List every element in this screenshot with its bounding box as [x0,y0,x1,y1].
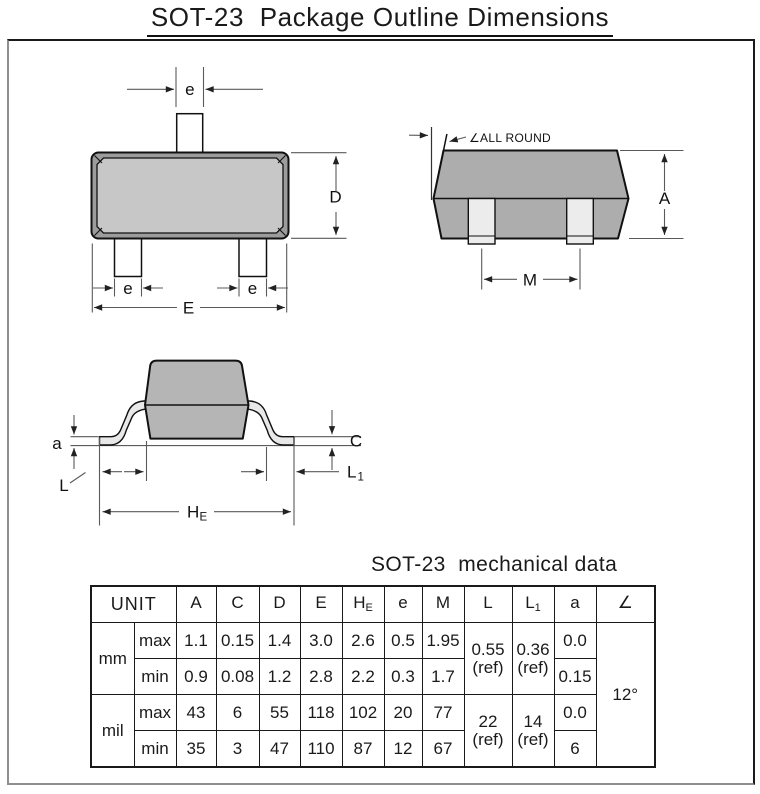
cell: 2.6 [342,623,384,659]
all-round-leader [450,137,467,142]
cell: 43 [176,695,216,731]
cell: 3 [216,731,259,768]
col-header: D [259,586,300,623]
cell: 77 [422,695,464,731]
top-view-diagram [92,67,347,318]
cell-l-mm: 0.55 (ref) [464,623,512,695]
header-row [91,586,655,623]
L1-dimension [241,438,339,526]
cell: 1.1 [176,623,216,659]
col-header: E [300,586,342,623]
mechanical-data-table [90,585,656,768]
cell: 0.15 [216,623,259,659]
M-label: M [522,270,538,290]
e-bottom-dimensions [93,279,288,297]
cell: 55 [259,695,300,731]
cell-angle: 12° [596,623,655,768]
L-dimension [70,438,147,526]
cell: 1.2 [259,659,300,695]
table-caption: SOT-23 mechanical data [371,553,618,576]
cell: 0.5 [384,623,422,659]
unit-mil: mil [91,695,134,768]
e-top-dimension [127,67,263,107]
a-dimension [71,415,99,469]
cell: 87 [342,731,384,768]
col-header: ∠ [596,586,655,623]
cell: 3.0 [300,623,342,659]
HE-label-subscript: E [199,511,208,524]
col-header: a [554,586,596,623]
cell: 2.2 [342,659,384,695]
col-header: e [384,586,422,623]
cell: 0.08 [216,659,259,695]
cell: 1.95 [422,623,464,659]
cell: 0.3 [384,659,422,695]
cell: 6 [216,695,259,731]
cell: 1.4 [259,623,300,659]
col-header: M [422,586,464,623]
table-row-mm-min [91,659,655,695]
A-label: A [658,189,671,208]
cell: 1.7 [422,659,464,695]
cell-l-mil: 22 (ref) [464,695,512,768]
e-top-label: e [185,79,195,99]
edge-extension-line [444,134,447,151]
cell: 0.0 [554,623,596,659]
cell: 0.9 [176,659,216,695]
package-body-front [145,361,249,439]
A-dimension [620,151,684,239]
table-row-mil-max [91,695,655,731]
cell: max [134,623,176,659]
unit-header: UNIT [91,586,176,623]
cell: 0.15 [554,659,596,695]
left-lead [100,401,153,445]
cell: 47 [259,731,300,768]
table-row-mil-min [91,731,655,768]
e-left-label: e [123,278,133,298]
L1-label-subscript: 1 [357,471,364,484]
page-title: SOT-23 Package Outline Dimensions [0,2,760,37]
E-label: E [182,298,195,318]
a-label: a [52,434,62,453]
bottom-left-pin [115,238,142,277]
d-label: D [329,187,342,207]
cell: 35 [176,731,216,768]
C-label: C [349,431,363,451]
cell-l1-mil: 14 (ref) [512,695,554,768]
cell: 67 [422,731,464,768]
cell: 118 [300,695,342,731]
package-body-top-face [97,158,283,233]
L-label: L [59,476,69,495]
HE-label: H [187,502,200,522]
cell: min [134,731,176,768]
right-pad [567,199,594,245]
cell: 110 [300,731,342,768]
cell: 20 [384,695,422,731]
e-right-label: e [247,278,258,298]
L1-label: L [347,462,357,482]
cell: min [134,659,176,695]
col-header: HE [342,586,384,623]
all-round-label: ∠ALL ROUND [469,130,551,145]
cell-l1-mm: 0.36 (ref) [512,623,554,695]
col-header: L1 [512,586,554,623]
table-row-mm-max [91,623,655,659]
col-header: L [464,586,512,623]
front-view-diagram [52,361,364,526]
right-lead [242,401,295,445]
side-view-diagram [409,127,684,290]
unit-mm: mm [91,623,134,695]
col-header: A [176,586,216,623]
bottom-right-pin [239,238,267,277]
cell: 6 [554,731,596,768]
left-pad [468,199,495,245]
top-pin [177,114,203,155]
cell: 102 [342,695,384,731]
package-body-side [434,151,629,239]
cell: 0.0 [554,695,596,731]
cell: 12 [384,731,422,768]
cell: 2.8 [300,659,342,695]
col-header: C [216,586,259,623]
cell: max [134,695,176,731]
